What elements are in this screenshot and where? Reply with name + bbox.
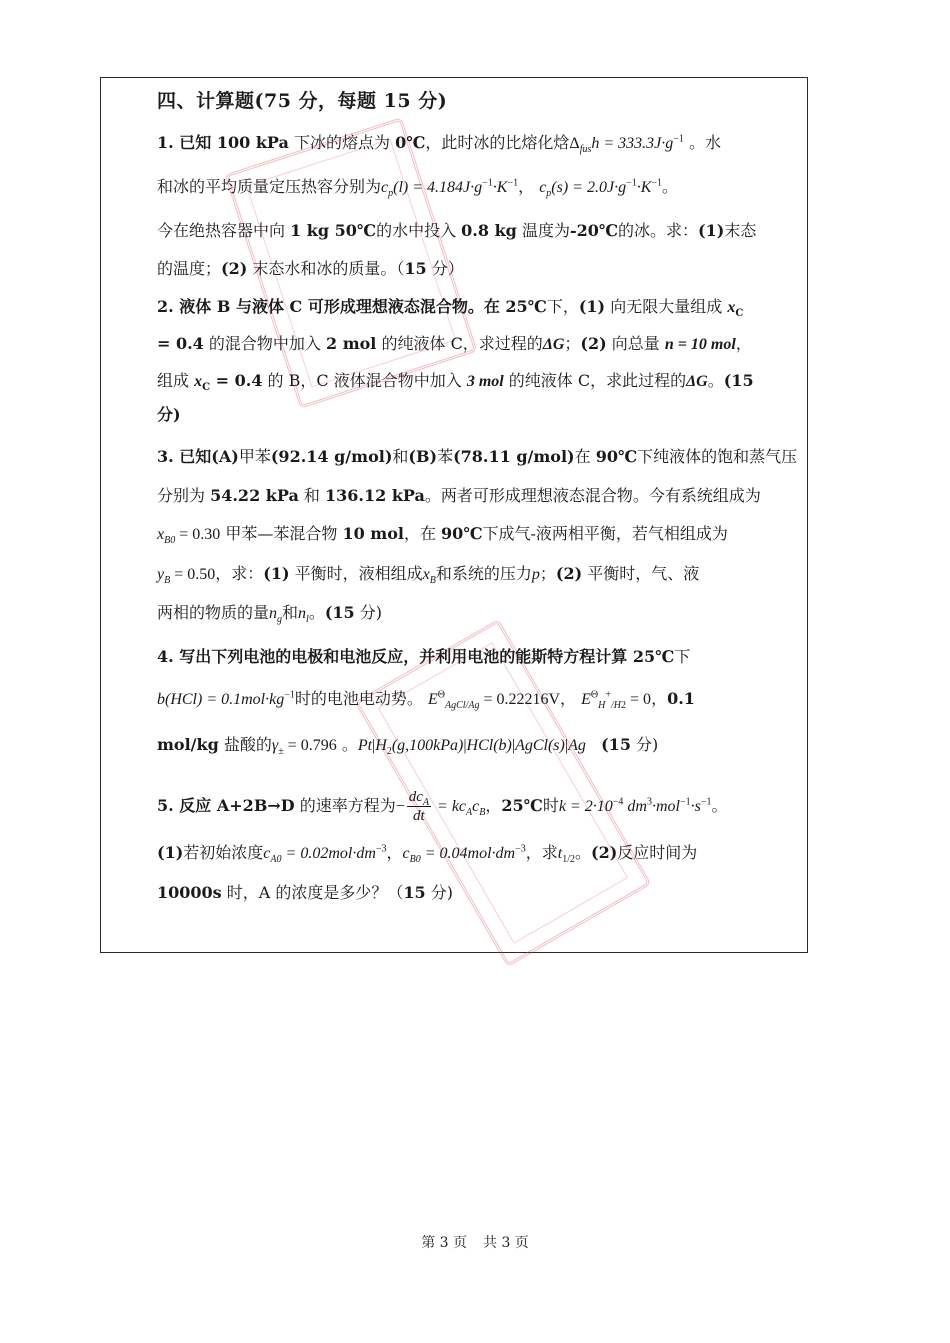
q3-line-4: $y_B = 0.50$，求：(1) 平衡时，液相组成$x_B$和系统的压力p；(2) 平衡时，气、液	[157, 564, 700, 587]
q2-line-2: = 0.4 的混合物中加入 2 mol 的纯液体 C，求过程的ΔG；(2) 向总量 n = 10 mol，	[157, 334, 752, 353]
q3-line-2: 分别为 54.22 kPa 和 136.12 kPa。两者可形成理想液态混合物。今有系统组成为	[157, 486, 761, 505]
q1-line-3: 今在绝热容器中向 1 kg 50℃的水中投入 0.8 kg 温度为-20℃的冰。求：(1)末态	[157, 221, 757, 240]
q1-line-2: 和冰的平均质量定压热容分别为$c_p(l) = 4.184J\cdot g^{-1}\cdot K^{-1}$， $c_p(s) = 2.0J\cdot g^{-1}\cdot K^{-1}$。	[157, 177, 679, 200]
section-title: 四、计算题(75 分，每题 15 分)	[157, 90, 448, 112]
q5-line-1: 5. 反应 A+2B→D 的速率方程为− $\frac{dc_A}{dt}$ = $kc_Ac_B$，25℃时$k = 2\cdot 10^{-4}$ $dm^3\cdot mol^{-1}\cdot s^{-1}$。	[157, 789, 728, 824]
q4-line-2: $b(HCl) = 0.1mol\cdot kg^{-1}$时的电池电动势。 $E^\Theta_{AgCl/Ag} = 0.22216V$， $E^\Theta_H^+_{/H2} = 0$，0.1	[157, 689, 695, 712]
q5-line-2: (1)若初始浓度$c_{A0} = 0.02mol\cdot dm^{-3}$，$c_{B0} = 0.04mol\cdot dm^{-3}$，求$t_{1/2}$。(2)反应时间为	[157, 843, 698, 866]
q2-line-1: 2. 液体 B 与液体 C 可形成理想液态混合物。在 25℃下，(1) 向无限大量组成 $x_C$	[157, 297, 744, 320]
q1-line-1: 1. 已知 100 kPa 下冰的熔点为 0℃，此时冰的比熔化焓$\Delta_{fus}h = 333.3J\cdot g^{-1}$ 。水	[157, 133, 722, 156]
q2-line-3: 组成 $x_C = 0.4$ 的 B，C 液体混合物中加入 3 mol 的纯液体 C，求此过程的ΔG。(15	[157, 371, 754, 394]
q4-line-3: mol/kg 盐酸的$\gamma_\pm = 0.796$ 。$Pt|H_2(g,100kPa)|HCl(b)|AgCl(s)|Ag$ (15 分)	[157, 735, 659, 758]
page-number: 第 3 页	[421, 1235, 467, 1251]
page-footer	[0, 1232, 950, 1252]
q3-line-3: $x_{B0} = 0.30$ 甲苯—苯混合物 10 mol，在 90℃下成气-液两相平衡，若气相组成为	[157, 524, 728, 547]
q5-line-3: 10000s 时，A 的浓度是多少？（15 分)	[157, 883, 454, 902]
q2-line-4: 分)	[157, 405, 181, 424]
page-total: 共 3 页	[483, 1235, 529, 1251]
q3-line-1: 3. 已知(A)甲苯(92.14 g/mol)和(B)苯(78.11 g/mol)在 90℃下纯液体的饱和蒸气压	[157, 447, 798, 466]
q1-line-4: 的温度；(2) 末态水和冰的质量。（15 分）	[157, 259, 464, 278]
q4-line-1: 4. 写出下列电池的电极和电池反应，并利用电池的能斯特方程计算 25℃下	[157, 647, 691, 666]
rate-fraction: $\frac{dc_A}{dt}$	[408, 789, 430, 824]
q3-line-5: 两相的物质的量$n_g$和$n_l$。(15 分)	[157, 603, 383, 626]
